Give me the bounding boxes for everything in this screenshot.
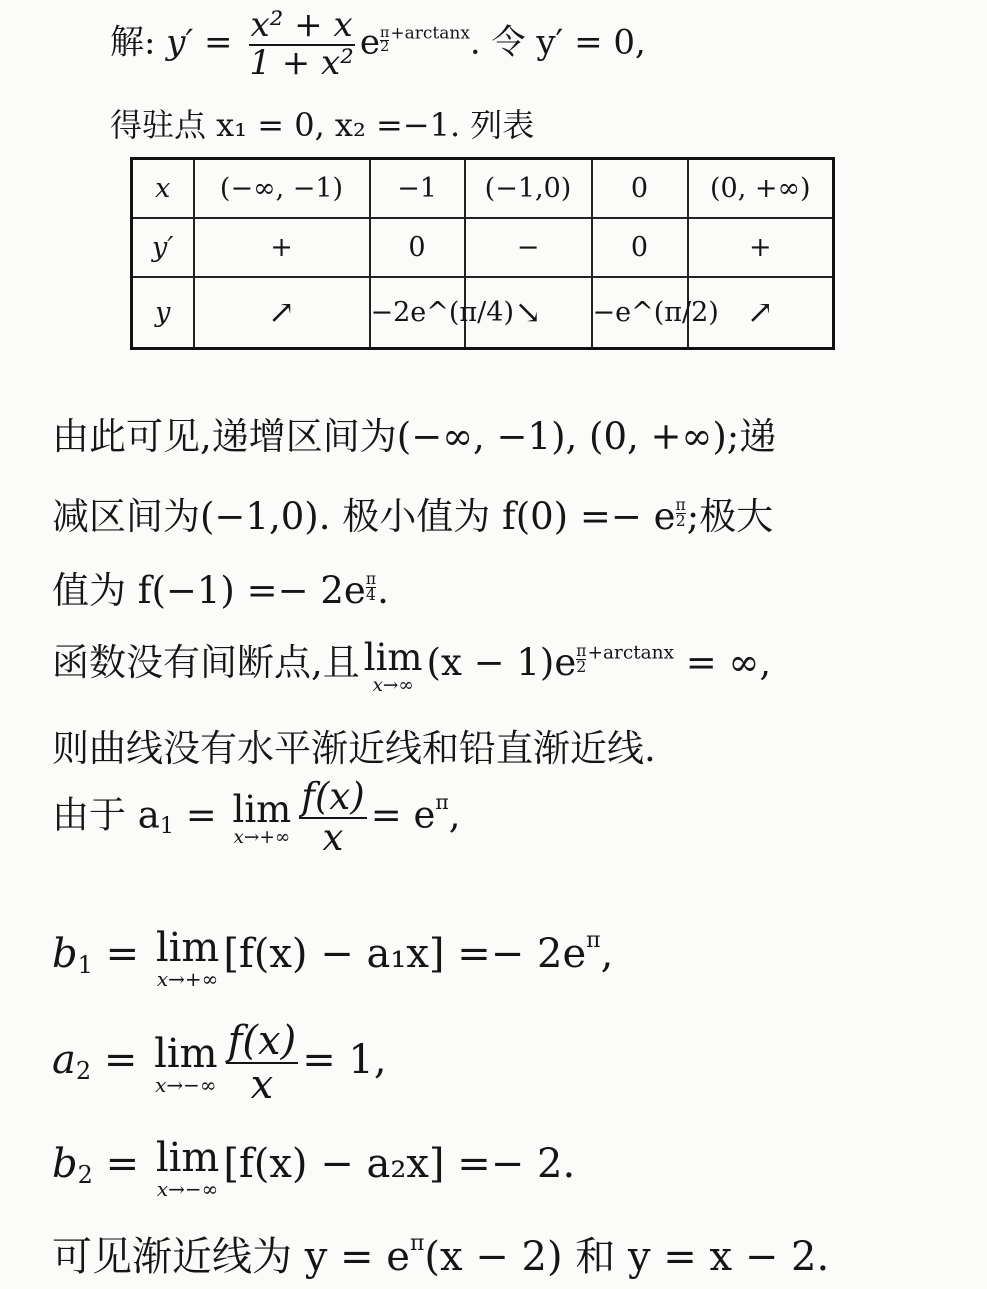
table-cell: (−1,0) bbox=[465, 159, 592, 218]
exp-frac: $\frac{\pi}{2}$ bbox=[675, 496, 686, 531]
increasing-arrow-icon: ↗ bbox=[194, 277, 370, 349]
extremum-max-line: 值为 f(−1) =− 2e $\frac{\pi}{4}$ . bbox=[52, 569, 389, 612]
variation-table bbox=[130, 157, 835, 350]
table-cell: 0 bbox=[370, 218, 465, 277]
limit-expression: lim x→+∞ bbox=[155, 925, 220, 991]
solution-label: 解 bbox=[110, 22, 144, 63]
no-asymptote-line: 则曲线没有水平渐近线和铅直渐近线. bbox=[52, 727, 656, 770]
extremum-min-line: 减区间为(−1,0). 极小值为 f(0) =− e $\frac{\pi}{2}$ ;极大 bbox=[52, 495, 774, 538]
table-cell: (0, +∞) bbox=[688, 159, 834, 218]
limit-expression: lim x→∞ bbox=[363, 635, 423, 696]
derivative-numerator: x² + x bbox=[250, 5, 353, 45]
table-cell: −1 bbox=[370, 159, 465, 218]
stationary-line: 得驻点 x₁ = 0, x₂ =−1. 列表 bbox=[110, 106, 535, 144]
limit-expression: lim x→+∞ bbox=[232, 788, 292, 849]
exp-frac: $\frac{\pi}{4}$ bbox=[365, 570, 377, 605]
derivative-denominator: 1 + x² bbox=[249, 42, 354, 83]
exp-frac: $\frac{\pi}{2}$ bbox=[379, 24, 390, 56]
discontinuity-line: 函数没有间断点,且 lim x→∞ (x − 1)e $\frac{\pi}{2}$ $^{+arctanx}$ = ∞, bbox=[52, 635, 772, 696]
derivative-tail: . 令 y′ = 0, bbox=[469, 22, 646, 63]
fraction: $\frac{f(x)}{x}$ bbox=[301, 775, 365, 859]
derivative-lhs: y′ = bbox=[166, 22, 233, 63]
a2-line: $a_2$ = lim x→−∞ $\frac{f(x)}{x}$ = 1, bbox=[52, 1018, 387, 1108]
table-row bbox=[132, 159, 834, 218]
increasing-arrow-icon: ↗ bbox=[688, 277, 834, 349]
exp-rest: +arctanx bbox=[390, 23, 470, 44]
decreasing-arrow-icon: ↘ bbox=[465, 277, 592, 349]
table-cell: − bbox=[465, 218, 592, 277]
table-cell: + bbox=[194, 218, 370, 277]
table-cell: 0 bbox=[592, 159, 688, 218]
intervals-line: 由此可见,递增区间为(−∞, −1), (0, +∞);递 bbox=[52, 415, 777, 458]
table-cell: −e^(π/2) bbox=[592, 277, 688, 349]
exp-frac: $\frac{\pi}{2}$ bbox=[576, 642, 587, 677]
table-cell: y bbox=[132, 277, 194, 349]
exp-base: e bbox=[359, 22, 380, 63]
derivative-fraction bbox=[247, 5, 356, 83]
table-cell: x bbox=[132, 159, 194, 218]
limit-expression: lim x→−∞ bbox=[154, 1031, 218, 1097]
limit-expression: lim x→−∞ bbox=[155, 1135, 220, 1201]
a1-line: 由于 $a_1$ = lim x→+∞ $\frac{f(x)}{x}$ = $e^\pi$, bbox=[52, 775, 461, 859]
table-row bbox=[132, 218, 834, 277]
conclusion-line: 可见渐近线为 $y = e^\pi(x - 2)$ 和 y = x − 2. bbox=[52, 1231, 830, 1280]
table-cell: y′ bbox=[132, 218, 194, 277]
b1-line: $b_1$ = lim x→+∞ $[f(x) - a_1x] =- 2e^\pi$, bbox=[52, 925, 614, 991]
derivative-line: 解: y′ = $\frac{\text{x² + x}}{\text{1 + x²}}$ e $\frac{\pi}{2}$ $^{+arctanx}$. 令 y′ = 0, bbox=[110, 5, 646, 83]
table-cell: (−∞, −1) bbox=[194, 159, 370, 218]
table-cell: + bbox=[688, 218, 834, 277]
table-cell: 0 bbox=[592, 218, 688, 277]
b2-line: $b_2$ = lim x→−∞ [f(x) − a₂x] =− 2. bbox=[52, 1135, 576, 1201]
table-cell: −2e^(π/4) bbox=[370, 277, 465, 349]
table-row bbox=[132, 277, 834, 349]
fraction: $\frac{f(x)}{x}$ bbox=[227, 1018, 297, 1108]
